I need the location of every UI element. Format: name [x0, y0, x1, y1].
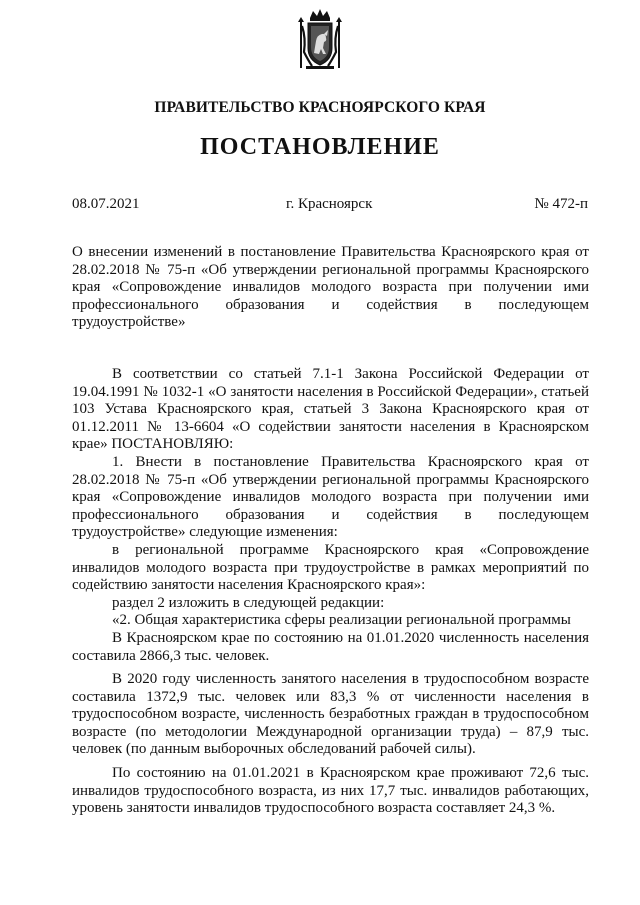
body-paragraph: 1. Внести в постановление Правительства Красноярского края от 28.02.2018 № 75-п «Об утверждении региональной программы Красноярского края «Сопровождение инвалидов молодого возраста при получении ими профессионального образования и содействия в последующем трудоустройстве» следующие изменения:	[72, 453, 589, 541]
organization-name: ПРАВИТЕЛЬСТВО КРАСНОЯРСКОГО КРАЯ	[154, 99, 486, 116]
document-city: г. Красноярск	[286, 196, 373, 212]
document-subject: О внесении изменений в постановление Правительства Красноярского края от 28.02.2018 № 75-п «Об утверждении региональной программы Красноярского края «Сопровождение инвалидов молодого возраста при получении ими профессионального образования и содействия в последующем трудоустройстве»	[72, 244, 589, 331]
body-paragraph: В 2020 году численность занятого населения в трудоспособном возрасте составила 1372,9 тыс. человек или 83,3 % от численности населения в трудоспособном возрасте, численность безработных граждан в трудоспособном возрасте (по методологии Международной организации труда) – 87,9 тыс. человек (по данным выборочных обследований рабочей силы).	[72, 671, 589, 758]
body-paragraph: По состоянию на 01.01.2021 в Красноярском крае проживают 72,6 тыс. инвалидов трудоспособного возраста, из них 17,7 тыс. инвалидов работающих, уровень занятости инвалидов трудоспособного возраста составляет 24,3 %.	[72, 765, 589, 817]
body-paragraph: В соответствии со статьей 7.1-1 Закона Российской Федерации от 19.04.1991 № 1032-1 «О занятости населения в Российской Федерации», статьей 103 Устава Красноярского края, статьей 3 Закона Красноярского края от 01.12.2011 № 13-6604 «О содействии занятости населения в Красноярском крае» ПОСТАНОВЛЯЮ:	[72, 366, 589, 453]
document-type-title: ПОСТАНОВЛЕНИЕ	[200, 134, 440, 160]
document-date: 08.07.2021	[72, 196, 140, 212]
coat-of-arms-emblem	[296, 8, 344, 72]
document-number: № 472-п	[534, 196, 588, 212]
body-paragraph: раздел 2 изложить в следующей редакции:	[112, 594, 385, 611]
document-body	[72, 366, 589, 818]
body-paragraph: «2. Общая характеристика сферы реализации региональной программы	[112, 612, 571, 629]
body-paragraph: в региональной программе Красноярского края «Сопровождение инвалидов молодого возраста при трудоустройстве в рамках мероприятий по содействию занятости населения Красноярского края»:	[72, 541, 589, 594]
body-paragraph: В Красноярском крае по состоянию на 01.01.2020 численность населения составила 2866,3 тыс. человек.	[72, 629, 589, 664]
